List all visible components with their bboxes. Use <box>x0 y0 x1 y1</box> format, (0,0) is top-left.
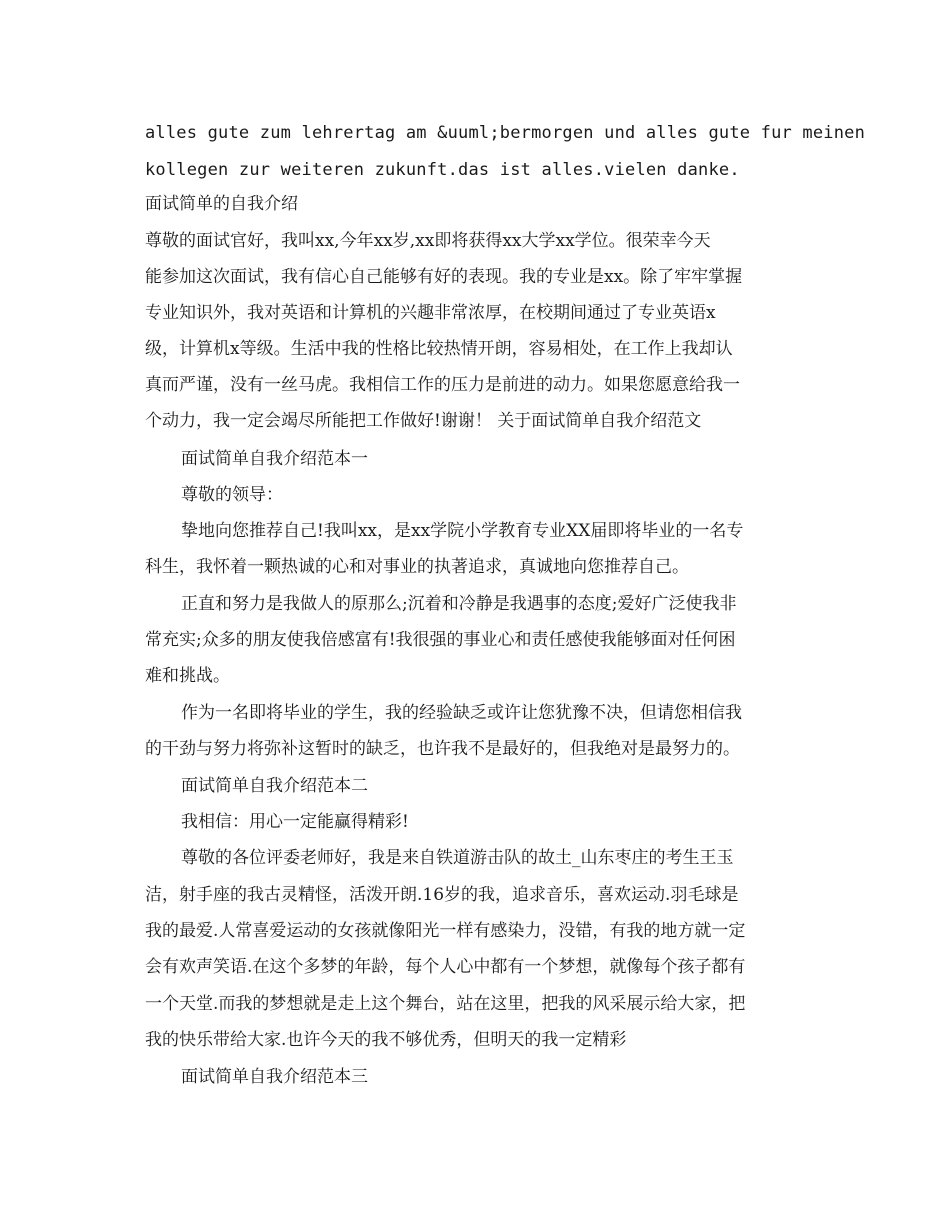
text-line: 会有欢声笑语.在这个多梦的年龄，每个人心中都有一个梦想，就像每个孩子都有 <box>145 957 746 977</box>
text-line: 尊敬的面试官好，我叫xx,今年xx岁,xx即将获得xx大学xx学位。很荣幸今天 <box>145 231 711 251</box>
text-line: 常充实;众多的朋友使我倍感富有!我很强的事业心和责任感使我能够面对任何困 <box>145 630 736 650</box>
text-line: 能参加这次面试，我有信心自己能够有好的表现。我的专业是xx。除了牢牢掌握 <box>145 267 743 287</box>
text-line: 难和挑战。 <box>145 666 230 686</box>
section-heading: 面试简单自我介绍范本二 <box>181 776 368 796</box>
text-line: 正直和努力是我做人的原那么;沉着和冷静是我遇事的态度;爱好广泛使我非 <box>181 594 737 614</box>
text-line: 挚地向您推荐自己!我叫xx，是xx学院小学教育专业XX届即将毕业的一名专 <box>181 521 744 541</box>
text-line: 科生，我怀着一颗热诚的心和对事业的执著追求，真诚地向您推荐自己。 <box>145 557 689 577</box>
text-line: 个动力，我一定会竭尽所能把工作做好!谢谢！ 关于面试简单自我介绍范文 <box>145 411 702 431</box>
text-line: 尊敬的各位评委老师好，我是来自铁道游击队的故土_山东枣庄的考生王玉 <box>181 848 734 868</box>
text-line: 我的快乐带给大家.也许今天的我不够优秀，但明天的我一定精彩 <box>145 1030 627 1050</box>
text-line: 一个天堂.而我的梦想就是走上这个舞台，站在这里，把我的风采展示给大家，把 <box>145 994 746 1014</box>
text-line: 级，计算机x等级。生活中我的性格比较热情开朗，容易相处，在工作上我却认 <box>145 339 733 359</box>
text-line: 我相信：用心一定能赢得精彩! <box>181 812 409 832</box>
text-line: 专业知识外，我对英语和计算机的兴趣非常浓厚，在校期间通过了专业英语x <box>145 303 716 323</box>
section-heading: 面试简单自我介绍范本一 <box>181 449 368 469</box>
text-line: 作为一名即将毕业的学生，我的经验缺乏或许让您犹豫不决，但请您相信我 <box>181 703 742 723</box>
text-line: 尊敬的领导： <box>181 485 283 505</box>
text-line: 我的最爱.人常喜爱运动的女孩就像阳光一样有感染力，没错，有我的地方就一定 <box>145 921 746 941</box>
text-line: 真而严谨，没有一丝马虎。我相信工作的压力是前进的动力。如果您愿意给我一 <box>145 375 740 395</box>
section-heading: 面试简单自我介绍范本三 <box>181 1067 368 1087</box>
text-line: alles gute zum lehrertag am &uuml;bermorgen und alles gute fur meinen <box>145 123 866 143</box>
section-heading: 面试简单的自我介绍 <box>145 194 298 214</box>
text-line: 的干劲与努力将弥补这暂时的缺乏，也许我不是最好的，但我绝对是最努力的。 <box>145 739 740 759</box>
text-line: 洁，射手座的我古灵精怪，活泼开朗.16岁的我，追求音乐，喜欢运动.羽毛球是 <box>145 885 739 905</box>
text-line: kollegen zur weiteren zukunft.das ist alles.vielen danke. <box>145 160 740 180</box>
